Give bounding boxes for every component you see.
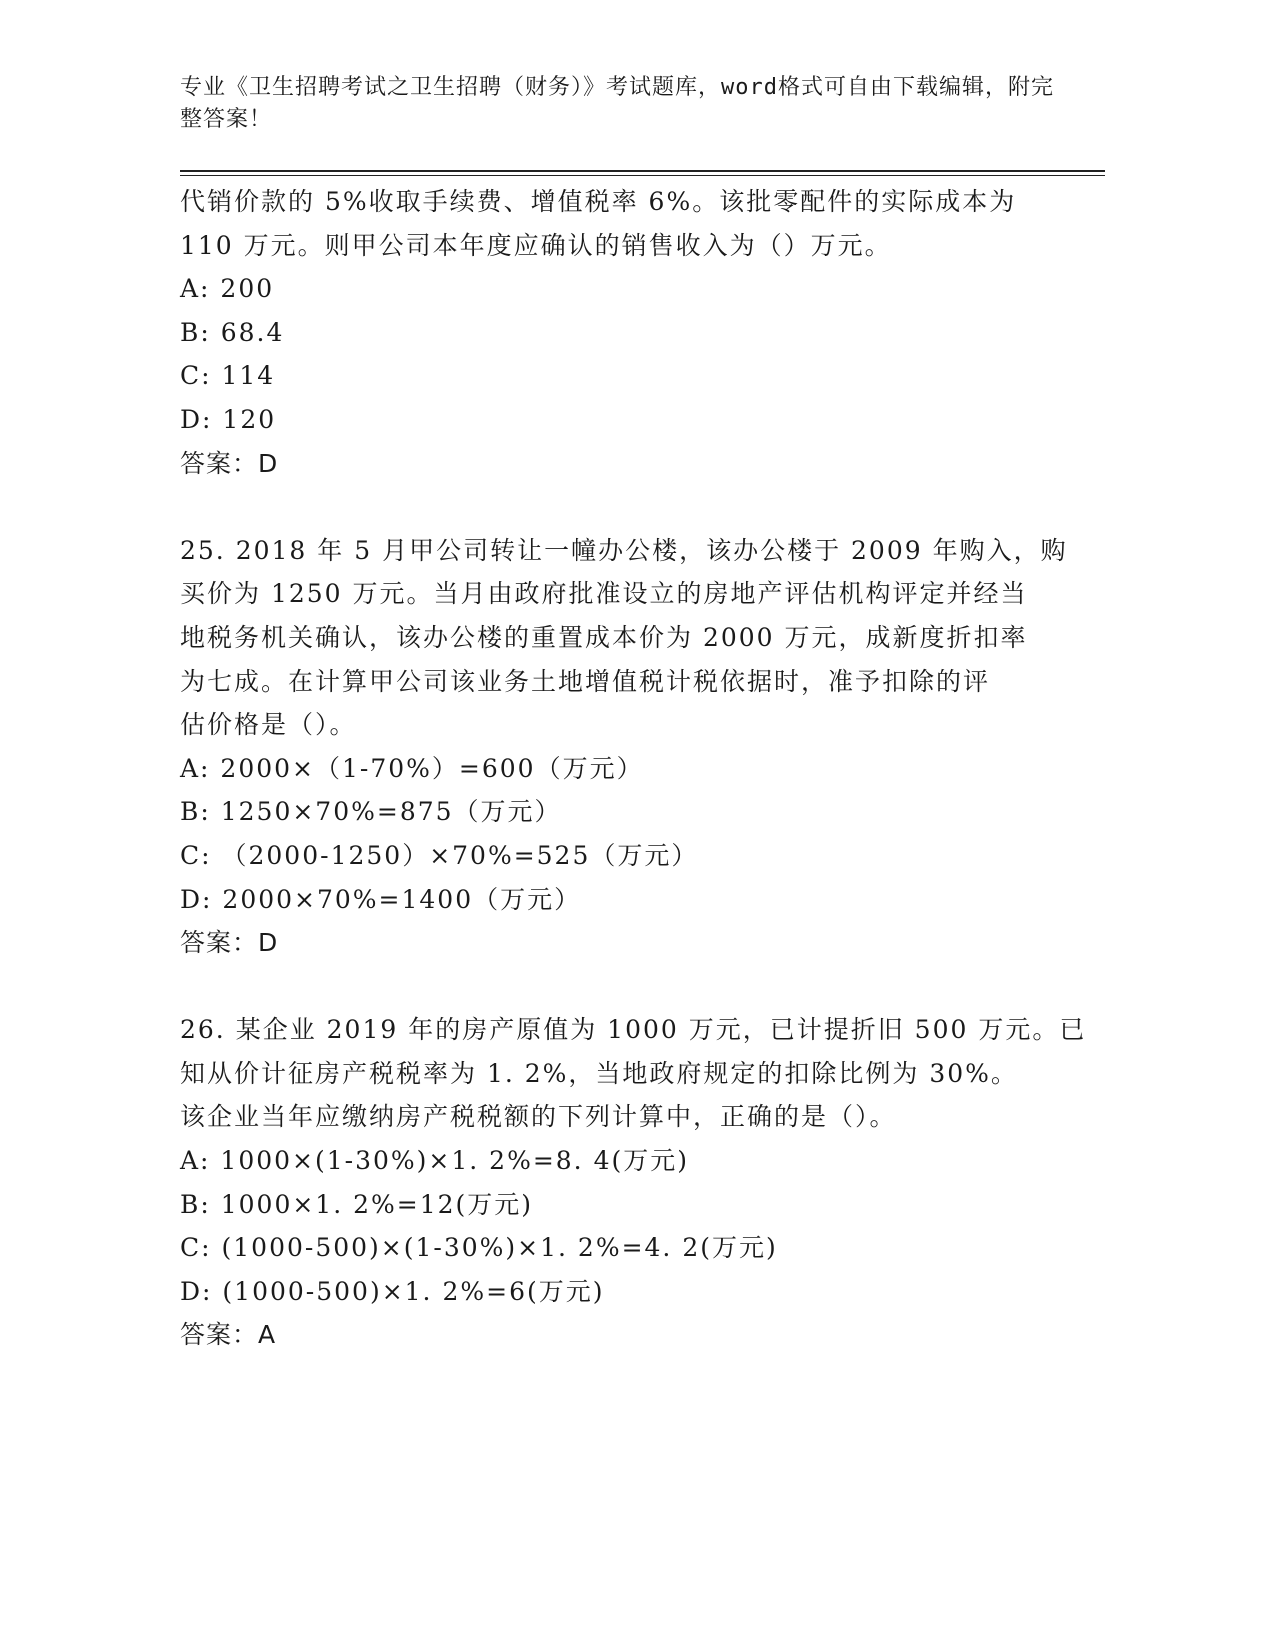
question-stem-line: 知从价计征房产税税率为 1. 2%，当地政府规定的扣除比例为 30%。 <box>180 1058 1018 1088</box>
question-stem-line: 为七成。在计算甲公司该业务土地增值税计税依据时，准予扣除的评 <box>180 666 991 696</box>
question-stem-line: 26. 某企业 2019 年的房产原值为 1000 万元，已计提折旧 500 万元。已 <box>180 1015 1087 1045</box>
question-stem-line: 估价格是（）。 <box>180 710 357 740</box>
option-d: D: 2000×70%=1400（万元） <box>180 884 582 914</box>
question-stem-line: 25. 2018 年 5 月甲公司转让一幢办公楼，该办公楼于 2009 年购入，购 <box>180 535 1068 565</box>
question-25 <box>180 529 1068 965</box>
question-stem-line: 110 万元。则甲公司本年度应确认的销售收入为（）万元。 <box>180 230 892 260</box>
question-stem-line: 买价为 1250 万元。当月由政府批准设立的房地产评估机构评定并经当 <box>180 579 1028 609</box>
document-body <box>180 180 1087 1357</box>
answer: 答案：D <box>180 448 279 478</box>
answer: 答案：A <box>180 1320 277 1350</box>
option-c: C: （2000-1250）×70%=525（万元） <box>180 840 699 870</box>
spacer <box>180 965 1060 1009</box>
option-a: A: 2000×（1-70%）=600（万元） <box>180 753 644 783</box>
question-26 <box>180 1008 1087 1357</box>
question-stem-line: 该企业当年应缴纳房产税税额的下列计算中，正确的是（）。 <box>180 1102 897 1132</box>
question-stem-line: 地税务机关确认，该办公楼的重置成本价为 2000 万元，成新度折扣率 <box>180 622 1028 652</box>
option-a: A: 200 <box>180 274 275 304</box>
option-a: A: 1000×(1-30%)×1. 2%=8. 4(万元) <box>180 1146 689 1176</box>
question-24 <box>180 180 1060 485</box>
header-divider-thick <box>180 170 1105 172</box>
option-b: B: 1250×70%=875（万元） <box>180 797 562 827</box>
answer: 答案：D <box>180 928 279 958</box>
header-divider-thin <box>180 175 1105 176</box>
option-d: D: 120 <box>180 404 277 434</box>
option-c: C: 114 <box>180 361 276 391</box>
option-c: C: (1000-500)×(1-30%)×1. 2%=4. 2(万元) <box>180 1233 778 1263</box>
spacer <box>180 485 1060 529</box>
option-b: B: 68.4 <box>180 317 285 347</box>
option-b: B: 1000×1. 2%=12(万元) <box>180 1189 534 1219</box>
option-d: D: (1000-500)×1. 2%=6(万元) <box>180 1276 605 1306</box>
question-stem-line: 代销价款的 5%收取手续费、增值税率 6%。该批零配件的实际成本为 <box>180 187 1017 216</box>
document-header: 专业《卫生招聘考试之卫生招聘（财务）》考试题库，word格式可自由下载编辑，附完整答案！ <box>180 75 1054 132</box>
